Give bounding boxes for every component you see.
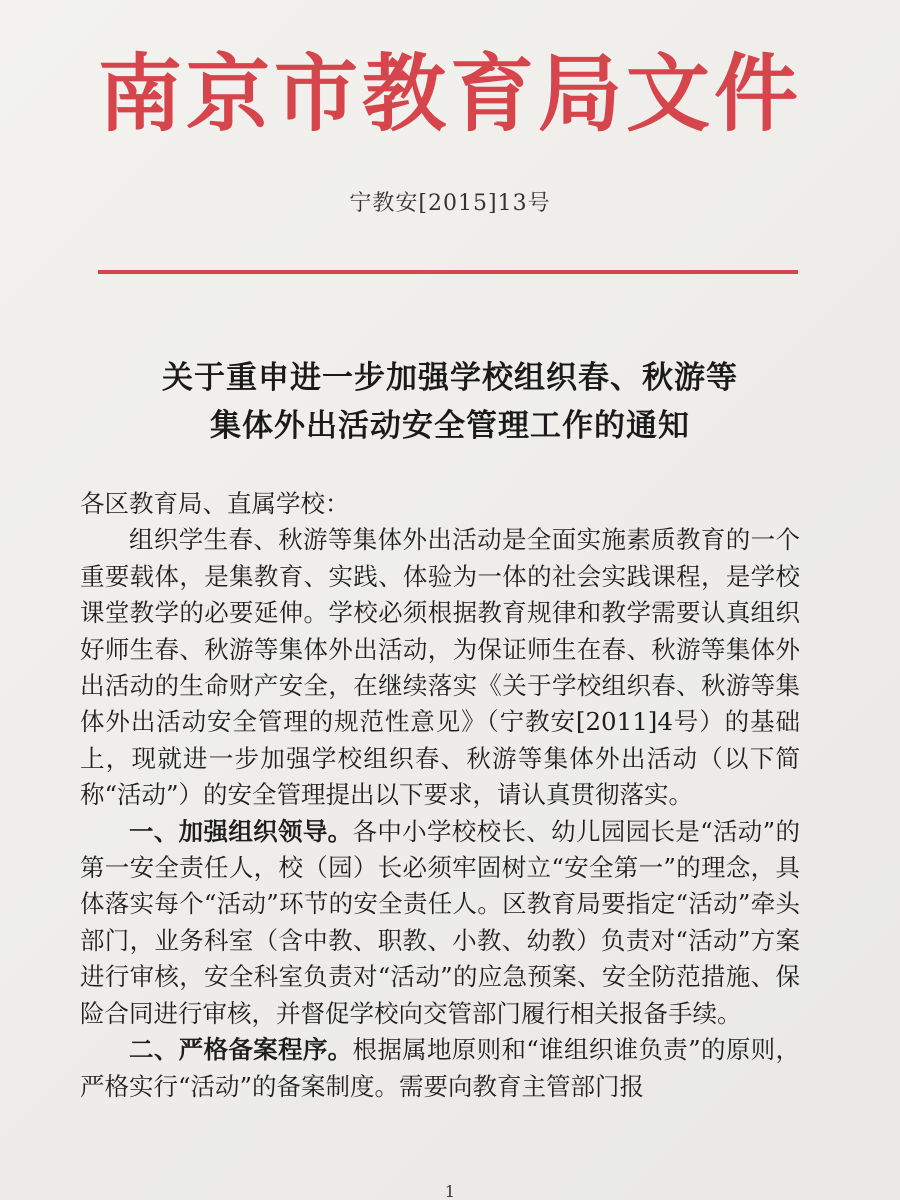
- intro-paragraph: 组织学生春、秋游等集体外出活动是全面实施素质教育的一个重要载体，是集教育、实践、体验为一体的社会实践课程，是学校课堂教学的必要延伸。学校必须根据教育规律和教学需要认真组织好师生春、秋游等集体外出活动，为保证师生在春、秋游等集体外出活动的生命财产安全，在继续落实《关于学校组织春、秋游等集体外出活动安全管理的规范性意见》（宁教安[2011]4号）的基础上，现就进一步加强学校组织春、秋游等集体外出活动（以下简称“活动”）的安全管理提出以下要求，请认真贯彻落实。: [80, 525, 800, 810]
- section-1-paragraph: [80, 814, 800, 1032]
- page-number: 1: [444, 1182, 456, 1200]
- issuer-title: 南京市教育局文件: [97, 44, 802, 143]
- notice-title-line-1: 关于重申进一步加强学校组织春、秋游等: [162, 360, 738, 396]
- salutation: 各区教育局、直属学校：: [80, 489, 350, 518]
- notice-title-line-2: 集体外出活动安全管理工作的通知: [210, 408, 690, 444]
- red-divider-line: [98, 270, 798, 274]
- section-2-text: 根据属地原则和“谁组织谁负责”的原则，严格实行“活动”的备案制度。需要向教育主管部门报: [80, 1035, 800, 1101]
- section-1-text: 各中小学校校长、幼儿园园长是“活动”的第一安全责任人，校（园）长必须牢固树立“安全第一”的理念，具体落实每个“活动”环节的安全责任人。区教育局要指定“活动”牵头部门，业务科室（含中教、职教、小教、幼教）负责对“活动”方案进行审核，安全科室负责对“活动”的应急预案、安全防范措施、保险合同进行审核，并督促学校向交管部门履行相关报备手续。: [80, 816, 800, 1028]
- section-2-paragraph: [80, 1032, 800, 1105]
- section-1-heading: 一、加强组织领导。: [129, 816, 353, 846]
- section-2-heading: 二、严格备案程序。: [129, 1035, 353, 1065]
- document-body: [80, 486, 800, 1105]
- document-number: 宁教安[2015]13号: [349, 191, 551, 216]
